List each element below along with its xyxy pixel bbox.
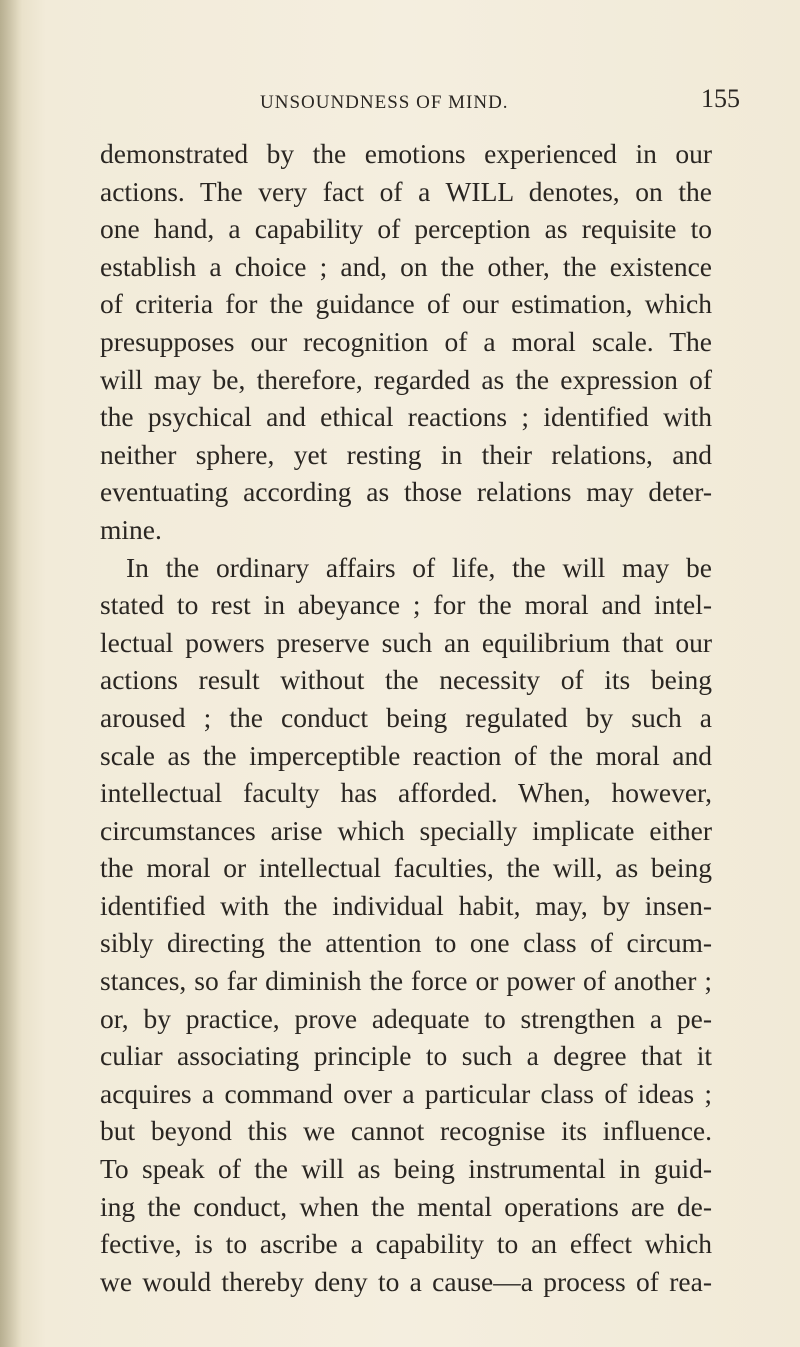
text-line: actions result without the necessity of its being: [100, 664, 712, 696]
text-line: one hand, a capability of perception as requisite to: [100, 213, 712, 245]
text-line: acquires a command over a particular class of ideas ;: [100, 1077, 712, 1109]
text-line: actions. The very fact of a WILL denotes, on the: [100, 175, 712, 207]
gutter-shadow: [0, 0, 22, 1347]
text-line: stated to rest in abeyance ; for the moral and intel-: [100, 589, 712, 621]
text-line: establish a choice ; and, on the other, the existence: [100, 250, 712, 282]
running-title: UNSOUNDNESS OF MIND.: [260, 92, 509, 113]
text-line: culiar associating principle to such a degree that it: [100, 1040, 712, 1072]
body-text: [100, 135, 712, 1300]
page-number: 155: [701, 84, 740, 113]
text-line: lectual powers preserve such an equilibrium that our: [100, 626, 712, 658]
text-line: eventuating according as those relations may deter-: [100, 476, 712, 508]
text-line: stances, so far diminish the force or power of another ;: [100, 965, 712, 997]
text-line: neither sphere, yet resting in their relations, and: [100, 438, 712, 470]
text-line: fective, is to ascribe a capability to an effect which: [100, 1228, 712, 1260]
text-line: To speak of the will as being instrumental in guid-: [100, 1153, 712, 1185]
text-line: scale as the imperceptible reaction of the moral and: [100, 739, 712, 771]
text-line: demonstrated by the emotions experienced in our: [100, 138, 712, 169]
text-line: we would thereby deny to a cause—a process of rea-: [100, 1265, 712, 1297]
text-line: mine.: [100, 513, 162, 545]
paragraph-first-line: In the ordinary affairs of life, the will may be: [126, 551, 712, 583]
text-line: presupposes our recognition of a moral scale. The: [100, 325, 712, 357]
text-line: or, by practice, prove adequate to strengthen a pe-: [100, 1002, 712, 1034]
text-line: intellectual faculty has afforded. When, however,: [100, 777, 712, 809]
text-line: the psychical and ethical reactions ; identified with: [100, 401, 712, 433]
text-line: the moral or intellectual faculties, the will, as being: [100, 852, 712, 884]
text-line: ing the conduct, when the mental operations are de-: [100, 1190, 712, 1222]
text-line: will may be, therefore, regarded as the expression of: [100, 363, 712, 395]
text-line: aroused ; the conduct being regulated by such a: [100, 701, 712, 733]
text-line: circumstances arise which specially implicate either: [100, 814, 712, 846]
text-line: of criteria for the guidance of our estimation, which: [100, 288, 712, 320]
text-line: identified with the individual habit, may, by insen-: [100, 889, 712, 921]
text-line: but beyond this we cannot recognise its influence.: [100, 1115, 712, 1147]
running-head: [60, 80, 740, 120]
text-line: sibly directing the attention to one class of circum-: [100, 927, 712, 959]
